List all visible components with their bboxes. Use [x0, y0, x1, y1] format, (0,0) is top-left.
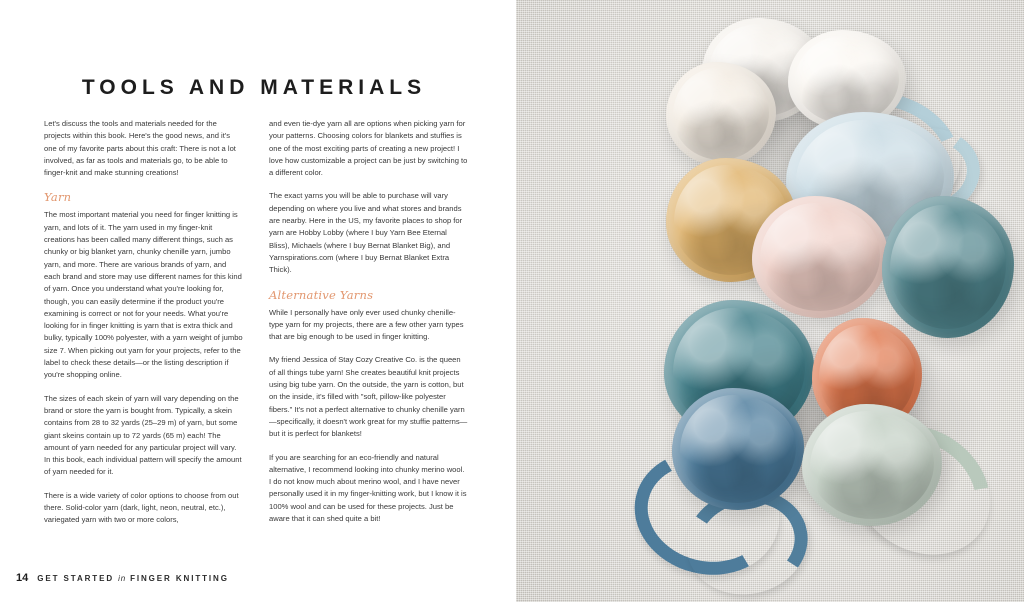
paragraph-right-3: While I personally have only ever used chunky chenille-type yarn for my projects, there are a few other yarn types that are big enough to be used in finger knitting.: [269, 307, 464, 342]
paragraph-yarn-2: The sizes of each skein of yarn will vary depending on the brand or store the yarn is bought from. Typically, a skein contains from 28 to 32 yards (25–29 m) of yarn, but some giant skeins contain up to 72 yards (65 m) each! The amount of yarn needed for any particular project will vary. In this book, each individual pattern will specify the amount of yarn needed for it.: [44, 393, 242, 477]
running-head-italic: in: [118, 574, 126, 583]
yarn-pom-sage: [802, 404, 942, 526]
running-head-part2: FINGER KNITTING: [130, 574, 229, 583]
page-title: TOOLS AND MATERIALS: [81, 76, 427, 99]
paragraph-yarn-1: The most important material you need for finger knitting is yarn, and lots of it. The yarn used in my finger-knit creations has been called many different things, such as chunky or big blanket yarn, chunky chenille yarn, jumbo yarn, and more. There are various brands of yarn, and each brand and store may use different names for this kind of yarn. Once you understand what you're looking for, though, you can easily determine if the product you're examining is correct or not for your needs. What you're looking for in finger knitting is yarn that is extra thick and bulky, typically 100% polyester, with a yarn weight of jumbo size 7. When picking out yarn for your projects, refer to the label to check these details—or the listing description if you're shopping online.: [44, 210, 243, 380]
paragraph-intro: Let's discuss the tools and materials needed for the projects within this book. Here's the good news, and it's one of my favorite parts about this craft: There is not a lot involved, as far as tools and materials go, to be able to finger-knit and make stunning creations!: [44, 119, 236, 178]
page-number: 14: [16, 572, 29, 584]
paragraph-right-4: My friend Jessica of Stay Cozy Creative Co. is the queen of all things tube yarn! She creates beautiful knit projects using big tube yarn. On the outside, the yarn is cotton, but on the inside, it's filled with "soft, pillow-like polyester fibers." It's not a perfect alternative to chunky chenille yarn—specifically, it doesn't work great for my stuffie patterns—but it is perfect for blankets!: [269, 355, 468, 439]
page-footer: [16, 572, 229, 584]
paragraph-right-1: and even tie-dye yarn all are options when picking yarn for your patterns. Choosing colors for blankets and stuffies is one of the most exciting parts of creating a new project! I love how customizable a project can be just by switching to a different color.: [269, 119, 468, 178]
column-right: [269, 118, 468, 538]
paragraph-yarn-3: There is a wide variety of color options to choose from out there. Solid-color yarn (dark, light, neon, neutral, etc.), variegated yarn with two or more colors,: [44, 490, 239, 525]
column-left: [44, 118, 243, 538]
running-head-part1: GET STARTED: [37, 574, 115, 583]
subheading-alternative-yarns: Alternative Yarns: [269, 287, 374, 302]
yarn-pom-blue: [672, 388, 804, 510]
running-head: [37, 574, 229, 583]
yarn-pom-cream-left: [666, 62, 776, 166]
subheading-yarn: Yarn: [44, 190, 72, 205]
yarn-pom-blush: [752, 196, 888, 318]
yarn-pom-teal-dark-right: [882, 196, 1014, 338]
paragraph-right-2: The exact yarns you will be able to purchase will vary depending on where you live and what stores and brands are nearby. Here in the US, my favorite places to shop for yarn are Hobby Lobby (where I buy Yarn Bee Eternal Bliss), Michaels (where I buy Bernat Blanket Big), and Yarnspirations.com (where I buy Bernat Blanket Extra Thick).: [269, 191, 463, 275]
photo-page: [516, 0, 1024, 602]
paragraph-right-5: If you are searching for an eco-friendly and natural alternative, I recommend looking into chunky merino wool. I do not know much about merino wool, and I have never personally used it in my finger-knitting work, but I know it is 100% wool and can be used for these projects. Just be aware that it can shed quite a bit!: [269, 452, 467, 524]
body-columns: [44, 118, 468, 538]
